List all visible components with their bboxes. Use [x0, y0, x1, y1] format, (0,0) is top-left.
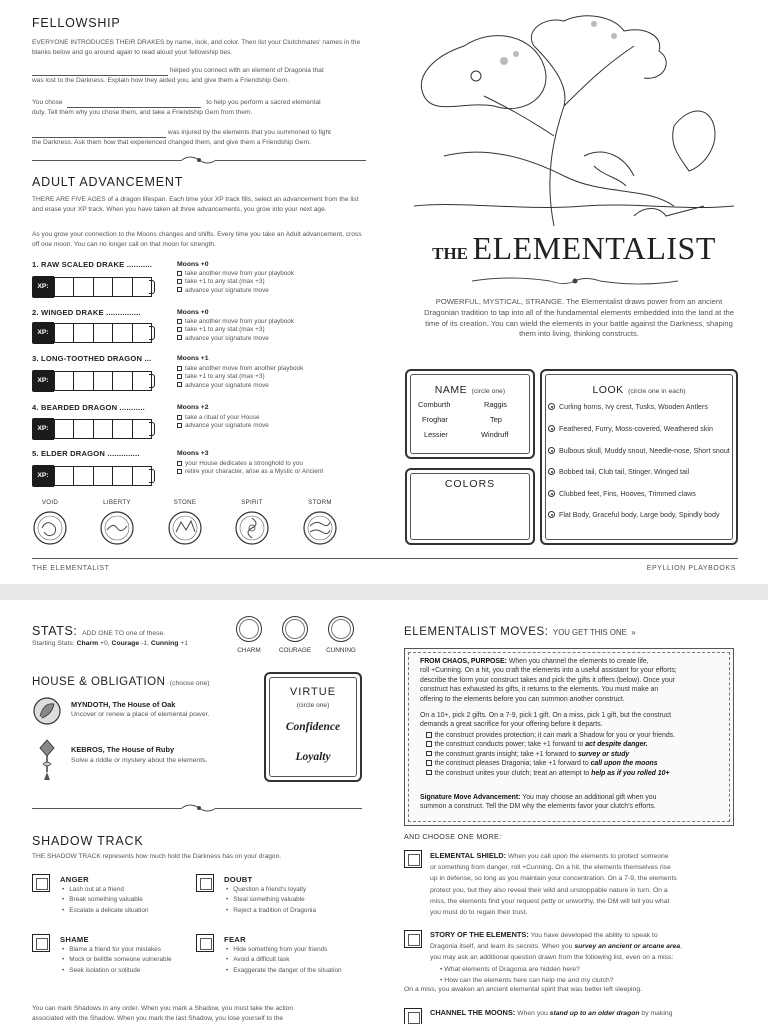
shadow-checkbox[interactable]: [196, 874, 214, 892]
advance-option[interactable]: your House dedicates a stronghold to you: [177, 460, 323, 468]
shadow-actions: • Blame a friend for your mistakes • Mock or belittle someone vulnerable • Seek isolation or solitude: [62, 945, 172, 976]
class-tagline: POWERFUL, MYSTICAL, STRANGE. The Elementalist draws power from an ancient Dragonian tradition to tap into all of the fundamental elements embedded into the land at the time of its creation. You can wield the elements in your battle against the Darkness, shaping them into living, thinking constructs.: [424, 297, 734, 339]
house-obligation: Solve a riddle or mystery about the elements.: [71, 757, 208, 764]
fellowship-tie-3: was injured by the elements that you summoned to fight the Darkness. Ask them how that experienced changed them, and give them a Friendship Gem.: [32, 129, 331, 146]
house-name: MYNDOTH, The House of Oak: [71, 700, 176, 709]
age-moons: Moons +0: [177, 309, 209, 316]
name-option[interactable]: Raggis: [484, 400, 508, 409]
channel-moons-move: CHANNEL THE MOONS: When you stand up to an older dragon by making: [430, 1008, 673, 1017]
divider: [32, 808, 182, 809]
moon-label-void: VOID: [41, 499, 59, 506]
advancement-p1: THERE ARE FIVE AGES of a dragon lifespan. Each time your XP track fills, select an advancement from the list and erase your XP track. When you have taken all three advancements, you grow into your next age.: [32, 196, 359, 213]
gift-list: [426, 731, 726, 778]
shadow-checkbox[interactable]: [196, 934, 214, 952]
spirit-moon-icon[interactable]: [234, 510, 270, 546]
name-option[interactable]: Lessier: [424, 430, 448, 439]
storm-moon-icon[interactable]: [302, 510, 338, 546]
moon-label-storm: STORM: [308, 499, 332, 506]
age-title: 5. ELDER DRAGON ..............: [32, 449, 140, 458]
shadow-checkbox[interactable]: [32, 934, 50, 952]
age-title: 4. BEARDED DRAGON ...........: [32, 403, 145, 412]
shadow-name: DOUBT: [224, 875, 253, 884]
elemental-shield-move: ELEMENTAL SHIELD: When you call upon the elements to protect someone or something from danger, roll +Cunning. On a hit, the elements themselves rise up in defense, so long as you maintain your concentration. On a 7-9, the elements protect you, but they also reveal their wild and unstoppable nature in turn. On a miss, the elements find your request petty or unworthy, the DM will tell you what you must do to regain their trust.: [430, 851, 677, 917]
courage-label: COURAGE: [278, 647, 312, 654]
advance-option[interactable]: advance your signature move: [177, 335, 294, 343]
oak-house-crest-icon[interactable]: [32, 694, 62, 728]
xp-track[interactable]: XP:: [32, 418, 155, 440]
age-title: 3. LONG-TOOTHED DRAGON ...: [32, 354, 152, 363]
xp-track[interactable]: XP:: [32, 370, 155, 392]
fellowship-blank-2[interactable]: [67, 100, 201, 108]
advance-option[interactable]: take +1 to any stat (max +3): [177, 326, 294, 334]
moon-label-stone: STONE: [173, 499, 197, 506]
look-row[interactable]: Feathered, Furry, Moss-covered, Weathered skin: [548, 425, 713, 433]
advance-option[interactable]: take a ritual of your House: [177, 414, 269, 422]
xp-track[interactable]: XP:: [32, 322, 155, 344]
fellowship-blank-3[interactable]: [32, 130, 166, 138]
shadow-actions: • Hide something from your friends • Avoid a difficult task • Exaggerate the danger of the situation: [226, 945, 342, 976]
charm-dial[interactable]: [236, 616, 262, 642]
virtue-hint: (circle one): [296, 702, 330, 709]
age-title: 2. WINGED DRAKE ...............: [32, 308, 141, 317]
age-options: [177, 270, 294, 295]
shadow-name: SHAME: [60, 935, 89, 944]
shadow-outro: You can mark Shadows in any order. When you mark a Shadow, you must take the action associated with the Shadow. When you mark the last Shadow, you lose yourself to the: [32, 1005, 294, 1022]
class-title: THE ELEMENTALIST: [432, 230, 716, 266]
age-moons: Moons +3: [177, 450, 209, 457]
look-row[interactable]: Clubbed feet, Fins, Hooves, Trimmed claws: [548, 490, 696, 498]
house-header: HOUSE & OBLIGATION (choose one): [32, 676, 210, 688]
gift-option[interactable]: the construct conducts power; take +1 forward to act despite danger.: [426, 740, 726, 749]
name-option[interactable]: Windruff: [481, 430, 509, 439]
charm-label: CHARM: [237, 647, 261, 654]
age-options: [177, 460, 323, 477]
advancement-title: ADULT ADVANCEMENT: [32, 175, 184, 189]
starting-stats: Starting Stats: Charm +0, Courage -1, Cunning +1: [32, 640, 189, 647]
footer-right: EPYLLION PLAYBOOKS: [646, 565, 736, 572]
advance-option[interactable]: advance your signature move: [177, 287, 294, 295]
age-options: [177, 318, 294, 343]
shadow-name: ANGER: [60, 875, 89, 884]
advance-option[interactable]: take +1 to any stat (max +3): [177, 278, 294, 286]
elemental-shield-checkbox[interactable]: [404, 850, 422, 868]
house-name: KEBROS, The House of Ruby: [71, 745, 175, 754]
signature-move-text: FROM CHAOS, PURPOSE: When you channel the elements to create life, roll +Cunning. On a hit, you craft the elements into a useful assistant for your efforts; describe the form your construct takes and pick the gifts it offers (below). Once your construct has exhausted its gifts, it returns to the elements. You must make an offering to the elements before you can summon another construct.: [420, 658, 677, 703]
signature-advancement: Signature Move Advancement: You may choose an additional gift when you summon a construct. Tell the DM why the elements favor your clutch's efforts.: [420, 794, 657, 811]
stats-header: STATS: ADD ONE TO one of these.: [32, 624, 166, 638]
age-moons: Moons +1: [177, 355, 209, 362]
xp-track[interactable]: XP:: [32, 465, 155, 487]
gift-option[interactable]: the construct pleases Dragonia; take +1 forward to call upon the moons: [426, 759, 726, 768]
name-option[interactable]: Comburth: [418, 400, 451, 409]
liberty-moon-icon[interactable]: [99, 510, 135, 546]
moon-label-spirit: SPIRIT: [241, 499, 263, 506]
colors-title: COLORS: [444, 478, 496, 490]
moon-label-liberty: LIBERTY: [103, 499, 131, 506]
virtue-title: VIRTUE: [289, 686, 337, 698]
gift-option[interactable]: the construct grants insight; take +1 forward to survey or study: [426, 750, 726, 759]
ruby-house-crest-icon[interactable]: [36, 738, 58, 782]
flourish-icon: [180, 154, 218, 166]
chevron-down-icon: »: [631, 628, 636, 637]
house-obligation: Uncover or renew a place of elemental power.: [71, 711, 210, 718]
fellowship-tie-2: You chose to help you perform a sacred elemental duty. Tell them why you chose them, and take a Friendship Gem from them.: [32, 99, 321, 116]
advance-option[interactable]: take another move from your playbook: [177, 318, 294, 326]
name-box-header: NAME (circle one): [434, 384, 506, 396]
fellowship-blank-1[interactable]: [32, 68, 168, 76]
story-of-elements-move: STORY OF THE ELEMENTS: You have developed the ability to speak to Dragonia itself, and learn its secrets. When you survey an ancient or arcane area, you may ask an additional question drawn from the following list, even on a miss: • What elements of Dragonia are hidden here? • How can the elements here can help me and my clutch?: [430, 930, 683, 984]
advance-option[interactable]: advance your signature move: [177, 382, 303, 390]
age-options: [177, 365, 303, 390]
look-box-header: LOOK (circle one in each): [592, 384, 686, 396]
shadow-title: SHADOW TRACK: [32, 834, 144, 848]
look-row[interactable]: Curling horns, Ivy crest, Tusks, Wooden Antlers: [548, 403, 708, 411]
look-row[interactable]: Flat Body, Graceful body, Large body, Spindly body: [548, 511, 720, 519]
cunning-label: CUNNING: [326, 647, 356, 654]
fellowship-title: FELLOWSHIP: [32, 16, 121, 30]
gift-option[interactable]: the construct unites your clutch; treat an attempt to help as if you rolled 10+: [426, 769, 726, 778]
advancement-p2: As you grow your connection to the Moons changes and shifts. Every time you take an Adult advancement, cross off one moon. You can no longer call on that moon for strength.: [32, 231, 362, 248]
age-title: 1. RAW SCALED DRAKE ...........: [32, 260, 153, 269]
cunning-dial[interactable]: [328, 616, 354, 642]
flourish-icon: [180, 802, 218, 814]
look-row[interactable]: Bobbed tail, Club tail, Stinger, Winged tail: [548, 468, 689, 476]
shadow-name: FEAR: [224, 935, 246, 944]
moves-header: ELEMENTALIST MOVES: YOU GET THIS ONE »: [404, 626, 636, 638]
courage-dial[interactable]: [282, 616, 308, 642]
shadow-actions: • Question a friend's loyalty • Steal something valuable • Reject a tradition of Dragonia: [226, 885, 316, 916]
age-options: [177, 414, 269, 431]
age-moons: Moons +0: [177, 261, 209, 268]
advance-option[interactable]: retire your character, arise as a Mystic or Ancient: [177, 468, 323, 476]
name-option[interactable]: Froghar: [422, 415, 448, 424]
footer-left: THE ELEMENTALIST: [32, 565, 110, 572]
shadow-intro: THE SHADOW TRACK represents how much hold the Darkness has on your dragon.: [32, 853, 282, 860]
divider: [216, 160, 366, 161]
advance-option[interactable]: take +1 to any stat (max +3): [177, 373, 303, 381]
xp-track[interactable]: XP:: [32, 276, 155, 298]
advance-option[interactable]: advance your signature move: [177, 422, 269, 430]
story-of-elements-checkbox[interactable]: [404, 930, 422, 948]
dragon-tree-illustration-icon: [404, 6, 738, 228]
channel-moons-checkbox[interactable]: [404, 1008, 422, 1024]
fellowship-intro: EVERYONE INTRODUCES THEIR DRAKES by name, look, and color. Then list your Clutchmates' names in the blanks below and go around again to read aloud your fellowship ties.: [32, 39, 361, 56]
advance-option[interactable]: take another move from another playbook: [177, 365, 303, 373]
divider: [32, 160, 182, 161]
shadow-actions: • Lash out at a friend • Break something valuable • Escalate a delicate situation: [62, 885, 148, 916]
virtue-option[interactable]: Confidence: [285, 721, 341, 733]
divider: [216, 808, 362, 809]
choose-more-label: AND CHOOSE ONE MORE:: [404, 832, 502, 841]
title-flourish-icon: [470, 274, 680, 288]
name-option[interactable]: Tep: [490, 415, 502, 424]
story-miss-text: On a miss, you awaken an ancient elemental spirit that was better left sleeping.: [404, 986, 643, 993]
gift-option[interactable]: the construct provides protection; it can mark a Shadow for you or your friends.: [426, 731, 726, 740]
age-moons: Moons +2: [177, 404, 209, 411]
shadow-checkbox[interactable]: [32, 874, 50, 892]
virtue-option[interactable]: Loyalty: [295, 751, 331, 763]
page-gap: [0, 584, 768, 600]
void-moon-icon[interactable]: [32, 510, 68, 546]
stone-moon-icon[interactable]: [167, 510, 203, 546]
footer-divider: [32, 558, 738, 559]
fellowship-tie-1: helped you connect with an element of Dragonia that was lost to the Darkness. Explain how they aided you, and give them a Friendship Gem.: [32, 67, 324, 84]
signature-move-outcomes: On a 10+, pick 2 gifts. On a 7-9, pick 1 gift. On a miss, pick 1 gift, but the construct demands a great sacrifice for your offering before it departs.: [420, 712, 672, 729]
look-row[interactable]: Bulbous skull, Muddy snout, Needle-nose, Short snout: [548, 447, 730, 455]
advance-option[interactable]: take another move from your playbook: [177, 270, 294, 278]
